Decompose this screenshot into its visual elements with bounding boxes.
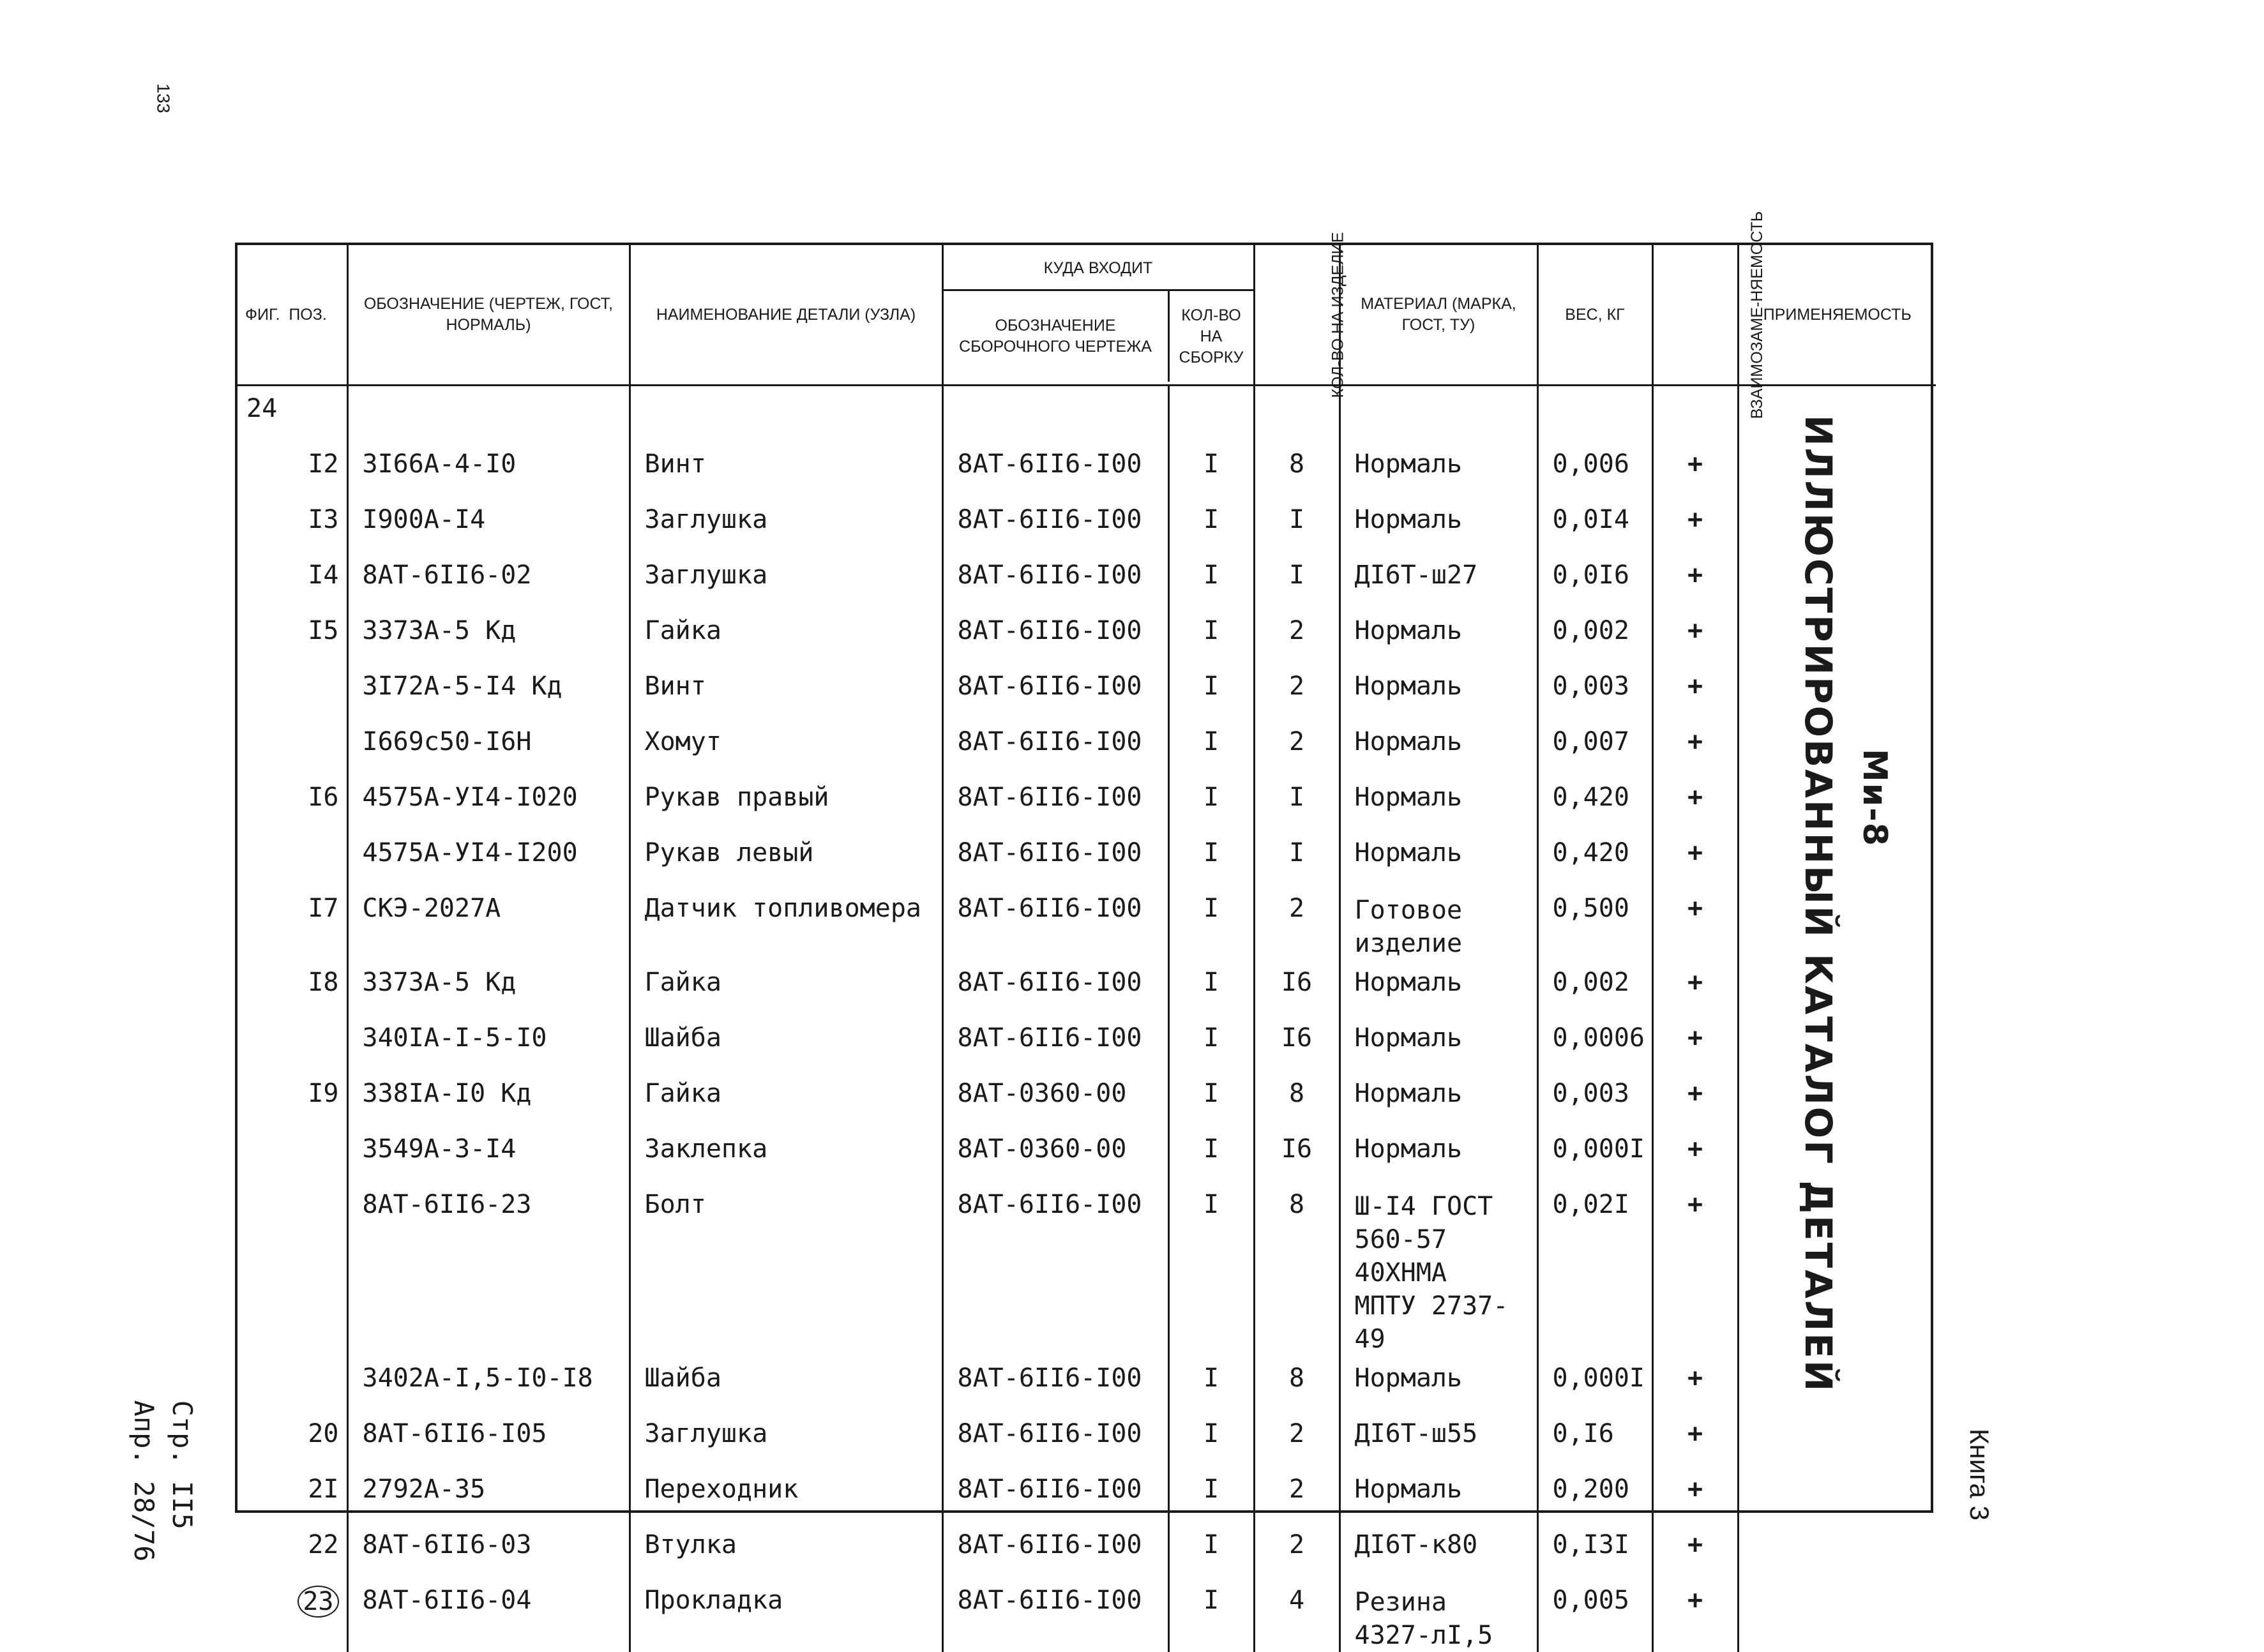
row-applicability xyxy=(1738,830,1936,886)
row-assembly: 8AT-6II6-I00 xyxy=(942,664,1168,719)
table-row xyxy=(238,497,1936,553)
row-material: Ш-I4 ГОСТ 560-57 40ХНМА МПТУ 2737-49 xyxy=(1340,1182,1537,1356)
row-name: Болт xyxy=(630,1182,942,1356)
header-fig-pos xyxy=(238,245,347,386)
row-weight: 0,002 xyxy=(1537,608,1652,664)
row-designation: 8AT-6II6-03 xyxy=(347,1522,630,1578)
table-row xyxy=(238,1071,1936,1127)
row-designation: I900A-I4 xyxy=(347,497,630,553)
row-weight: 0,200 xyxy=(1537,1467,1652,1522)
row-name: Датчик топливомера xyxy=(630,886,942,960)
row-name: Винт xyxy=(630,442,942,497)
table-row xyxy=(238,1411,1936,1467)
row-weight: 0,000I xyxy=(1537,1356,1652,1411)
row-applicability xyxy=(1738,1411,1936,1467)
header-where-used xyxy=(942,245,1254,386)
row-qty-assembly: I xyxy=(1168,1071,1254,1127)
row-pos: 20 xyxy=(238,1411,347,1467)
row-applicability xyxy=(1738,960,1936,1016)
row-qty-assembly: I xyxy=(1168,1016,1254,1071)
header-weight: ВЕС, КГ xyxy=(1537,245,1652,386)
row-applicability xyxy=(1738,1578,1936,1652)
row-interchangeability: + xyxy=(1652,886,1738,960)
row-qty-product: 2 xyxy=(1254,719,1340,775)
row-interchangeability: + xyxy=(1652,497,1738,553)
row-assembly: 8AT-6II6-I00 xyxy=(942,1016,1168,1071)
row-pos: I9 xyxy=(238,1071,347,1127)
row-material: Нормаль xyxy=(1340,775,1537,830)
row-interchangeability: + xyxy=(1652,1071,1738,1127)
row-designation: I669c50-I6H xyxy=(347,719,630,775)
row-weight: 0,006 xyxy=(1537,442,1652,497)
table-row xyxy=(238,960,1936,1016)
row-material: Нормаль xyxy=(1340,1356,1537,1411)
table-header-row xyxy=(238,245,1936,386)
row-qty-assembly: I xyxy=(1168,1411,1254,1467)
circled-pos: 23 xyxy=(298,1586,338,1618)
table-row xyxy=(238,1578,1936,1652)
table-row xyxy=(238,1467,1936,1522)
row-material: Нормаль xyxy=(1340,664,1537,719)
row-material: ДI6Т-ш27 xyxy=(1340,553,1537,608)
row-weight: 0,007 xyxy=(1537,719,1652,775)
row-applicability xyxy=(1738,664,1936,719)
row-material: Нормаль xyxy=(1340,1016,1537,1071)
table-row xyxy=(238,830,1936,886)
page-ref-date: Апр. 28/76 xyxy=(125,1400,163,1562)
row-name: Заглушка xyxy=(630,497,942,553)
row-interchangeability: + xyxy=(1652,830,1738,886)
row-qty-product: 2 xyxy=(1254,608,1340,664)
row-pos xyxy=(238,830,347,886)
row-assembly: 8AT-6II6-I00 xyxy=(942,1182,1168,1356)
row-applicability xyxy=(1738,886,1936,960)
row-qty-assembly: I xyxy=(1168,719,1254,775)
row-pos xyxy=(238,1016,347,1071)
row-weight: 0,0I4 xyxy=(1537,497,1652,553)
row-qty-assembly: I xyxy=(1168,960,1254,1016)
row-pos: 2I xyxy=(238,1467,347,1522)
row-qty-product: 8 xyxy=(1254,1356,1340,1411)
row-assembly: 8AT-6II6-I00 xyxy=(942,553,1168,608)
figure-number: 24 xyxy=(238,386,347,442)
row-weight: 0,0006 xyxy=(1537,1016,1652,1071)
row-qty-assembly: I xyxy=(1168,608,1254,664)
table-row xyxy=(238,1016,1936,1071)
header-interchangeability-label: ВЗАИМОЗАМЕ-НЯЕМОСТЬ xyxy=(1747,211,1768,418)
row-qty-product: I xyxy=(1254,553,1340,608)
row-designation: СКЭ-2027А xyxy=(347,886,630,960)
header-qty-product xyxy=(1254,245,1340,386)
row-assembly: 8AT-6II6-I00 xyxy=(942,442,1168,497)
row-qty-assembly: I xyxy=(1168,1522,1254,1578)
row-designation: 8AT-6II6-23 xyxy=(347,1182,630,1356)
header-material: МАТЕРИАЛ (МАРКА, ГОСТ, ТУ) xyxy=(1340,245,1537,386)
table-row xyxy=(238,553,1936,608)
header-interchangeability xyxy=(1652,245,1738,386)
row-qty-product: 8 xyxy=(1254,1071,1340,1127)
row-pos: I2 xyxy=(238,442,347,497)
row-name: Гайка xyxy=(630,960,942,1016)
row-applicability xyxy=(1738,1522,1936,1578)
row-interchangeability: + xyxy=(1652,608,1738,664)
row-pos: I5 xyxy=(238,608,347,664)
row-material: ДI6Т-к80 xyxy=(1340,1522,1537,1578)
row-weight: 0,I6 xyxy=(1537,1411,1652,1467)
row-assembly: 8AT-6II6-I00 xyxy=(942,497,1168,553)
page-ref-page: Стр. II5 xyxy=(163,1400,201,1562)
book-label: Книга 3 xyxy=(1964,1429,1995,1521)
row-material: Резина 4327-лI,5 xyxy=(1340,1578,1537,1652)
row-assembly: 8AT-6II6-I00 xyxy=(942,1578,1168,1652)
row-qty-product: I xyxy=(1254,830,1340,886)
row-material: Нормаль xyxy=(1340,830,1537,886)
row-applicability xyxy=(1738,608,1936,664)
row-material: ДI6Т-ш55 xyxy=(1340,1411,1537,1467)
row-qty-assembly: I xyxy=(1168,664,1254,719)
row-assembly: 8AT-6II6-I00 xyxy=(942,1522,1168,1578)
row-designation: 2792A-35 xyxy=(347,1467,630,1522)
row-qty-product: 2 xyxy=(1254,1411,1340,1467)
row-interchangeability: + xyxy=(1652,1467,1738,1522)
row-interchangeability: + xyxy=(1652,1578,1738,1652)
table-body xyxy=(238,386,1936,1652)
row-designation: 3402A-I,5-I0-I8 xyxy=(347,1356,630,1411)
row-pos xyxy=(238,719,347,775)
row-assembly: 8AT-6II6-I00 xyxy=(942,608,1168,664)
header-designation: ОБОЗНАЧЕНИЕ (ЧЕРТЕЖ, ГОСТ, НОРМАЛЬ) xyxy=(347,245,630,386)
row-designation: 340IA-I-5-I0 xyxy=(347,1016,630,1071)
row-applicability xyxy=(1738,775,1936,830)
row-designation: 4575A-УI4-I200 xyxy=(347,830,630,886)
row-qty-product: 2 xyxy=(1254,664,1340,719)
row-interchangeability: + xyxy=(1652,960,1738,1016)
row-qty-assembly: I xyxy=(1168,1356,1254,1411)
row-assembly: 8AT-6II6-I00 xyxy=(942,830,1168,886)
row-name: Хомут xyxy=(630,719,942,775)
catalog-title: ИЛЛЮСТРИРОВАННЫЙ КАТАЛОГ ДЕТАЛЕЙ xyxy=(1797,415,1840,1181)
table-row xyxy=(238,1182,1936,1356)
header-where-used-label: КУДА ВХОДИТ xyxy=(944,248,1253,291)
row-pos: I8 xyxy=(238,960,347,1016)
table-row xyxy=(238,1356,1936,1411)
row-pos xyxy=(238,664,347,719)
row-qty-assembly: I xyxy=(1168,775,1254,830)
figure-row xyxy=(238,386,1936,442)
row-qty-product: 2 xyxy=(1254,1522,1340,1578)
table-row xyxy=(238,1522,1936,1578)
row-weight: 0,02I xyxy=(1537,1182,1652,1356)
row-applicability xyxy=(1738,1071,1936,1127)
row-qty-assembly: I xyxy=(1168,553,1254,608)
row-designation: 3549A-3-I4 xyxy=(347,1127,630,1182)
row-assembly: 8AT-0360-00 xyxy=(942,1071,1168,1127)
table-row xyxy=(238,442,1936,497)
row-weight: 0,420 xyxy=(1537,775,1652,830)
row-interchangeability: + xyxy=(1652,442,1738,497)
row-qty-product: 4 xyxy=(1254,1578,1340,1652)
header-name: НАИМЕНОВАНИЕ ДЕТАЛИ (УЗЛА) xyxy=(630,245,942,386)
row-material: Готовое изделие xyxy=(1340,886,1537,960)
row-weight: 0,002 xyxy=(1537,960,1652,1016)
row-pos xyxy=(238,1578,347,1652)
row-weight: 0,000I xyxy=(1537,1127,1652,1182)
row-applicability xyxy=(1738,1356,1936,1411)
row-name: Заглушка xyxy=(630,1411,942,1467)
row-material: Нормаль xyxy=(1340,608,1537,664)
row-qty-product: I xyxy=(1254,775,1340,830)
row-name: Рукав левый xyxy=(630,830,942,886)
table-row xyxy=(238,775,1936,830)
row-material: Нормаль xyxy=(1340,719,1537,775)
row-interchangeability: + xyxy=(1652,1522,1738,1578)
row-name: Гайка xyxy=(630,608,942,664)
row-qty-assembly: I xyxy=(1168,1182,1254,1356)
page-reference xyxy=(125,1400,201,1562)
row-assembly: 8AT-0360-00 xyxy=(942,1127,1168,1182)
row-assembly: 8AT-6II6-I00 xyxy=(942,960,1168,1016)
row-material: Нормаль xyxy=(1340,497,1537,553)
row-qty-product: I6 xyxy=(1254,1127,1340,1182)
row-assembly: 8AT-6II6-I00 xyxy=(942,719,1168,775)
row-interchangeability: + xyxy=(1652,553,1738,608)
table-row xyxy=(238,608,1936,664)
row-assembly: 8AT-6II6-I00 xyxy=(942,775,1168,830)
row-interchangeability: + xyxy=(1652,1016,1738,1071)
row-name: Прокладка xyxy=(630,1578,942,1652)
row-material: Нормаль xyxy=(1340,1127,1537,1182)
row-name: Гайка xyxy=(630,1071,942,1127)
header-qty-assembly: КОЛ-ВО НА СБОРКУ xyxy=(1170,291,1253,382)
row-designation: 338IA-I0 Кд xyxy=(347,1071,630,1127)
row-designation: 4575A-УI4-I020 xyxy=(347,775,630,830)
row-name: Заглушка xyxy=(630,553,942,608)
row-qty-product: I6 xyxy=(1254,1016,1340,1071)
row-applicability xyxy=(1738,553,1936,608)
row-qty-product: 2 xyxy=(1254,1467,1340,1522)
row-assembly: 8AT-6II6-I00 xyxy=(942,1411,1168,1467)
row-applicability xyxy=(1738,442,1936,497)
row-name: Шайба xyxy=(630,1016,942,1071)
row-applicability xyxy=(1738,1127,1936,1182)
row-interchangeability: + xyxy=(1652,1127,1738,1182)
row-assembly: 8AT-6II6-I00 xyxy=(942,886,1168,960)
row-qty-assembly: I xyxy=(1168,1578,1254,1652)
row-name: Шайба xyxy=(630,1356,942,1411)
row-designation: 8AT-6II6-02 xyxy=(347,553,630,608)
row-applicability xyxy=(1738,1467,1936,1522)
row-interchangeability: + xyxy=(1652,719,1738,775)
row-pos xyxy=(238,1356,347,1411)
row-name: Рукав правый xyxy=(630,775,942,830)
row-applicability xyxy=(1738,1182,1936,1356)
row-name: Заклепка xyxy=(630,1127,942,1182)
row-weight: 0,420 xyxy=(1537,830,1652,886)
row-applicability xyxy=(1738,1016,1936,1071)
row-designation: 3373A-5 Кд xyxy=(347,608,630,664)
row-qty-product: 8 xyxy=(1254,1182,1340,1356)
row-weight: 0,005 xyxy=(1537,1578,1652,1652)
table-row xyxy=(238,719,1936,775)
header-assembly-drawing: ОБОЗНАЧЕНИЕ СБОРОЧНОГО ЧЕРТЕЖА xyxy=(944,291,1170,382)
row-pos: 22 xyxy=(238,1522,347,1578)
row-material: Нормаль xyxy=(1340,960,1537,1016)
row-interchangeability: + xyxy=(1652,1356,1738,1411)
row-weight: 0,I3I xyxy=(1537,1522,1652,1578)
row-qty-product: I xyxy=(1254,497,1340,553)
row-pos: I3 xyxy=(238,497,347,553)
row-designation: 3373A-5 Кд xyxy=(347,960,630,1016)
table-row xyxy=(238,886,1936,960)
row-name: Переходник xyxy=(630,1467,942,1522)
row-qty-product: 8 xyxy=(1254,442,1340,497)
row-qty-product: I6 xyxy=(1254,960,1340,1016)
row-weight: 0,0I6 xyxy=(1537,553,1652,608)
row-qty-assembly: I xyxy=(1168,497,1254,553)
row-qty-product: 2 xyxy=(1254,886,1340,960)
header-pos: ПОЗ. xyxy=(289,306,326,324)
row-qty-assembly: I xyxy=(1168,1467,1254,1522)
row-pos: I6 xyxy=(238,775,347,830)
row-designation: 8AT-6II6-I05 xyxy=(347,1411,630,1467)
row-qty-assembly: I xyxy=(1168,886,1254,960)
row-weight: 0,003 xyxy=(1537,664,1652,719)
table-row xyxy=(238,664,1936,719)
header-qty-product-label: КОЛ-ВО НА ИЗДЕЛИЕ xyxy=(1327,232,1348,398)
row-applicability xyxy=(1738,497,1936,553)
row-name: Винт xyxy=(630,664,942,719)
row-qty-assembly: I xyxy=(1168,442,1254,497)
row-applicability xyxy=(1738,719,1936,775)
row-interchangeability: + xyxy=(1652,1411,1738,1467)
row-weight: 0,500 xyxy=(1537,886,1652,960)
row-weight: 0,003 xyxy=(1537,1071,1652,1127)
row-assembly: 8AT-6II6-I00 xyxy=(942,1467,1168,1522)
row-designation: 3I72A-5-I4 Кд xyxy=(347,664,630,719)
row-interchangeability: + xyxy=(1652,775,1738,830)
row-interchangeability: + xyxy=(1652,664,1738,719)
row-pos: I4 xyxy=(238,553,347,608)
header-fig: ФИГ. xyxy=(245,306,280,324)
row-pos xyxy=(238,1182,347,1356)
row-designation: 3I66A-4-I0 xyxy=(347,442,630,497)
row-material: Нормаль xyxy=(1340,1071,1537,1127)
row-qty-assembly: I xyxy=(1168,830,1254,886)
row-material: Нормаль xyxy=(1340,1467,1537,1522)
header-applicability: ПРИМЕНЯЕМОСТЬ xyxy=(1738,245,1936,386)
table-row xyxy=(238,1127,1936,1182)
row-pos: I7 xyxy=(238,886,347,960)
row-interchangeability: + xyxy=(1652,1182,1738,1356)
row-name: Втулка xyxy=(630,1522,942,1578)
row-qty-assembly: I xyxy=(1168,1127,1254,1182)
row-pos xyxy=(238,1127,347,1182)
row-assembly: 8AT-6II6-I00 xyxy=(942,1356,1168,1411)
row-material: Нормаль xyxy=(1340,442,1537,497)
page-number: 133 xyxy=(153,84,173,114)
aircraft-model: Ми-8 xyxy=(1855,415,1894,1181)
row-designation: 8AT-6II6-04 xyxy=(347,1578,630,1652)
parts-table xyxy=(235,243,1933,1513)
